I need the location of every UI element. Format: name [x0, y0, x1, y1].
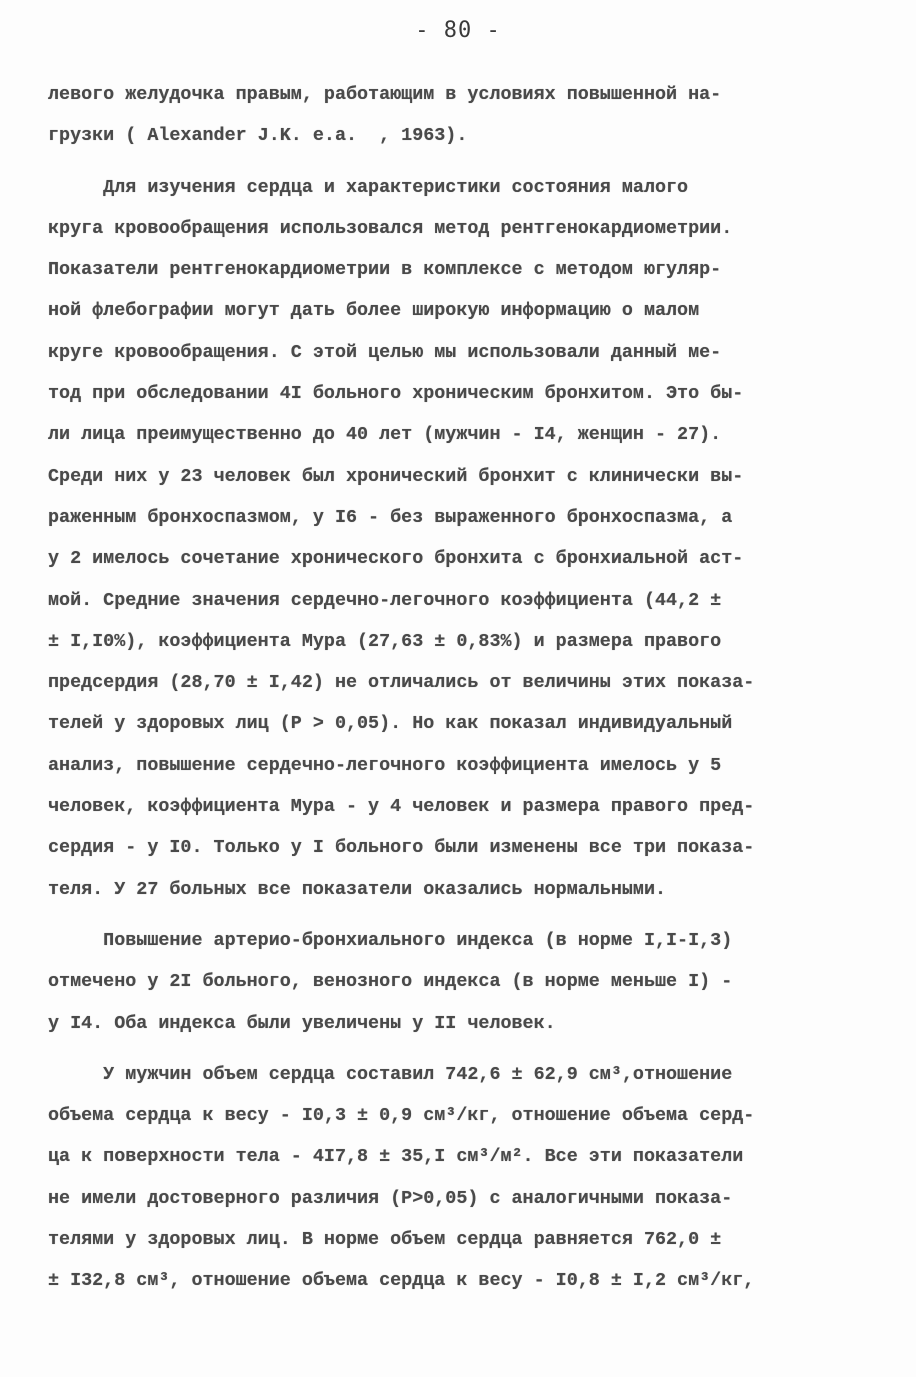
text-line: Повышение артерио-бронхиального индекса (в норме I,I-I,3)	[48, 929, 733, 951]
text-line: ной флебографии могут дать более широкую информацию о малом	[48, 300, 700, 322]
paragraph-gap	[48, 1044, 878, 1054]
text-line: мой. Средние значения сердечно-легочного коэффициента (44,2 ±	[48, 589, 722, 611]
text-line: анализ, повышение сердечно-легочного коэффициента имелось у 5	[48, 754, 722, 776]
text-line: Показатели рентгенокардиометрии в комплексе с методом югуляр-	[48, 259, 722, 281]
paragraph-gap	[48, 910, 878, 920]
paragraph-gap	[48, 157, 878, 167]
text-line: ца к поверхности тела - 4I7,8 ± 35,I см³/м². Все эти показатели	[48, 1146, 744, 1168]
text-line: телей у здоровых лиц (P > 0,05). Но как показал индивидуальный	[48, 713, 733, 735]
text-line: объема сердца к весу - I0,3 ± 0,9 см³/кг, отношение объема серд-	[48, 1105, 755, 1127]
text-line: сердия - у I0. Только у I больного были изменены все три показа-	[48, 837, 755, 859]
body-text	[48, 74, 878, 1302]
text-line: у I4. Оба индекса были увеличены у II человек.	[48, 1012, 556, 1034]
text-line: раженным бронхоспазмом, у I6 - без выраженного бронхоспазма, а	[48, 506, 733, 528]
text-line: у 2 имелось сочетание хронического бронхита с бронхиальной аст-	[48, 548, 744, 570]
text-line: не имели достоверного различия (P>0,05) с аналогичными показа-	[48, 1187, 733, 1209]
text-line: предсердия (28,70 ± I,42) не отличались от величины этих показа-	[48, 672, 755, 694]
text-line: левого желудочка правым, работающим в условиях повышенной на-	[48, 84, 722, 105]
text-line: круга кровообращения использовался метод рентгенокардиометрии.	[48, 217, 733, 239]
text-line: отмечено у 2I больного, венозного индекса (в норме меньше I) -	[48, 971, 733, 993]
page-number: - 80 -	[415, 18, 501, 43]
text-line: Для изучения сердца и характеристики состояния малого	[48, 176, 689, 198]
text-line: ли лица преимущественно до 40 лет (мужчин - I4, женщин - 27).	[48, 424, 722, 446]
text-line: теля. У 27 больных все показатели оказались нормальными.	[48, 878, 667, 900]
text-line: У мужчин объем сердца составил 742,6 ± 62,9 см³,отношение	[48, 1063, 733, 1085]
text-line: тод при обследовании 4I больного хроническим бронхитом. Это бы-	[48, 383, 744, 405]
text-line: телями у здоровых лиц. В норме объем сердца равняется 762,0 ±	[48, 1229, 722, 1251]
text-line: человек, коэффициента Мура - у 4 человек и размера правого пред-	[48, 796, 755, 818]
text-line: грузки ( Alexander J.K. e.a. , 1963).	[48, 125, 468, 147]
text-line: ± I,I0%), коэффициента Мура (27,63 ± 0,83%) и размера правого	[48, 630, 722, 652]
text-line: Среди них у 23 человек был хронический бронхит с клинически вы-	[48, 465, 744, 487]
text-line: ± I32,8 см³, отношение объема сердца к весу - I0,8 ± I,2 см³/кг,	[48, 1270, 755, 1292]
text-line: круге кровообращения. С этой целью мы использовали данный ме-	[48, 341, 722, 363]
